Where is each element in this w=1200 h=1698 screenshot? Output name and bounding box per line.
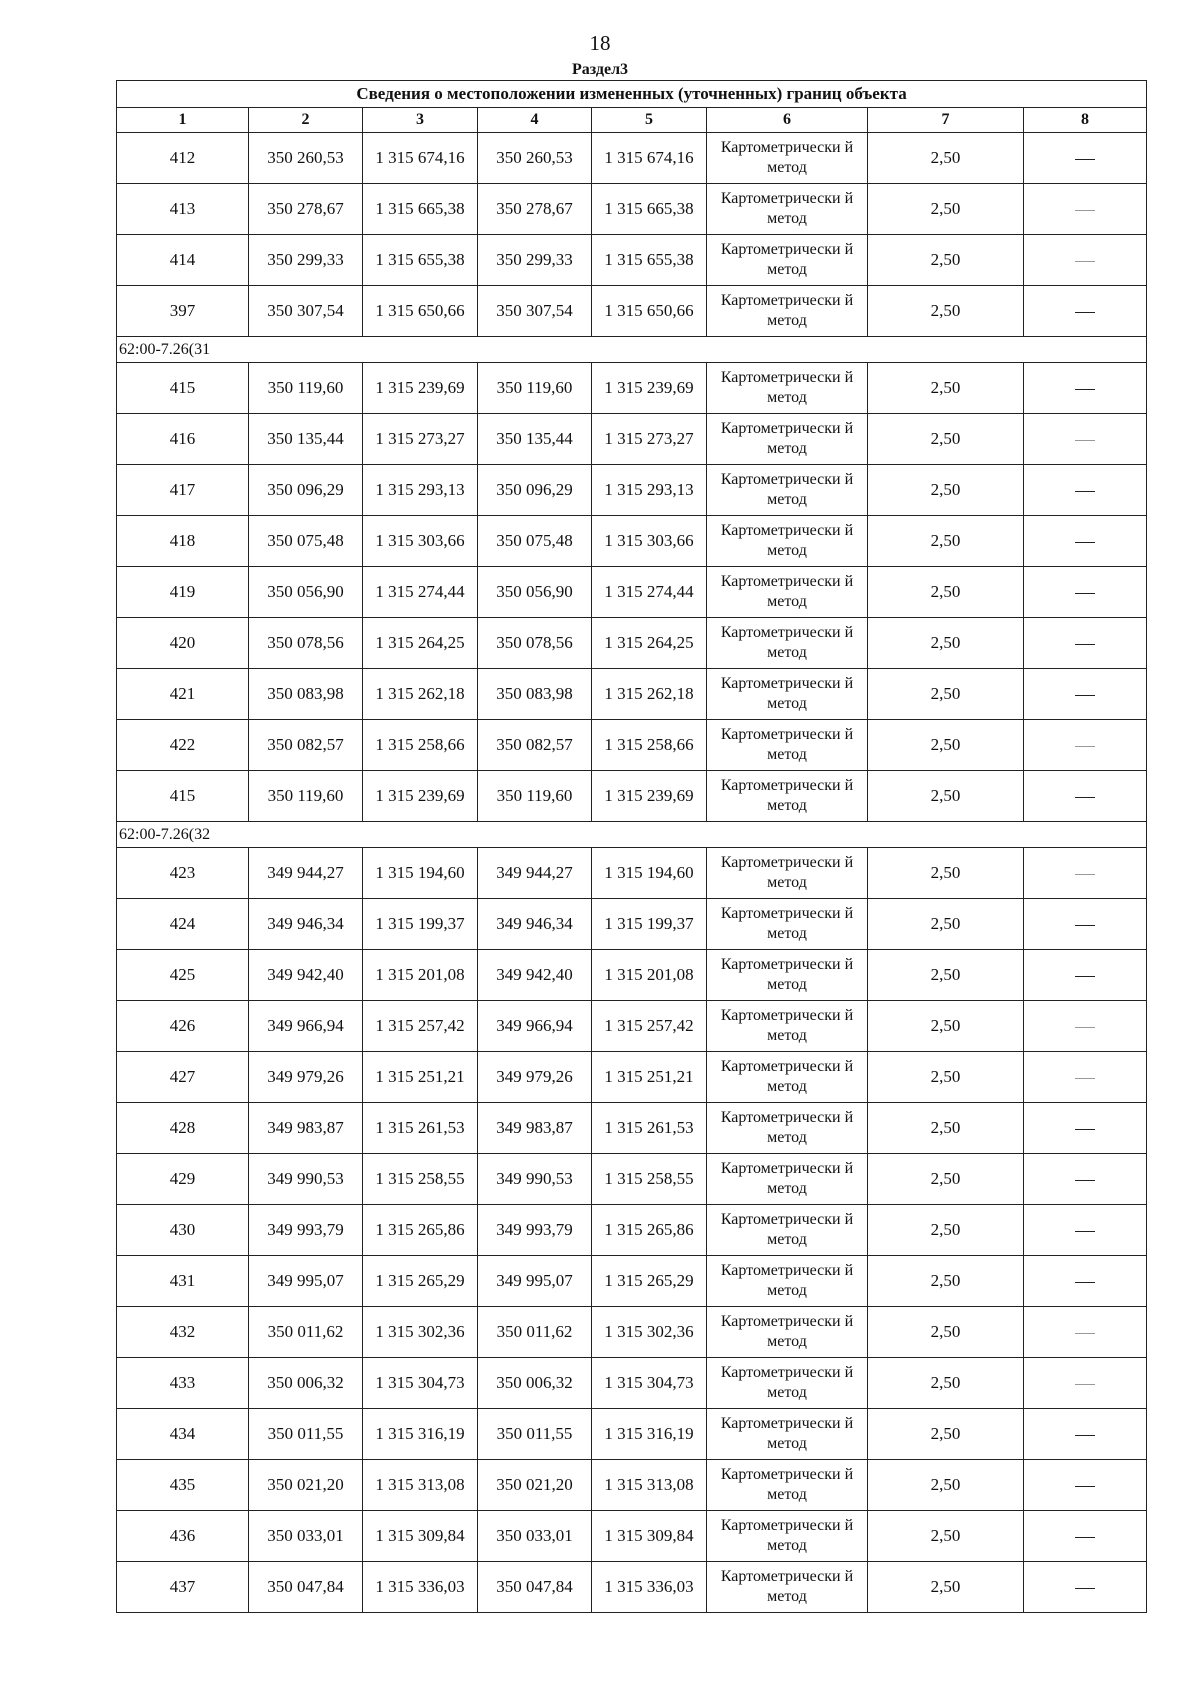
x-old-cell: 350 075,48 [249,516,363,567]
point-number-cell: 437 [117,1562,249,1613]
dash-mark [1075,695,1095,696]
description-cell [1024,618,1147,669]
table-row [117,618,1147,669]
x-new-cell: 349 995,07 [478,1256,592,1307]
y-old-cell: 1 315 201,08 [363,950,478,1001]
method-cell: Картометрически й метод [707,669,868,720]
point-number-cell: 415 [117,363,249,414]
x-new-cell: 350 078,56 [478,618,592,669]
x-new-cell: 349 979,26 [478,1052,592,1103]
table-row [117,1460,1147,1511]
dash-mark [1075,1486,1095,1487]
point-number-cell: 419 [117,567,249,618]
y-new-cell: 1 315 316,19 [592,1409,707,1460]
description-cell [1024,516,1147,567]
point-number-cell: 427 [117,1052,249,1103]
method-cell: Картометрически й метод [707,1205,868,1256]
y-old-cell: 1 315 261,53 [363,1103,478,1154]
point-number-cell: 423 [117,848,249,899]
x-old-cell: 350 047,84 [249,1562,363,1613]
description-cell [1024,950,1147,1001]
dash-mark [1075,644,1095,645]
accuracy-cell: 2,50 [868,286,1024,337]
method-cell: Картометрически й метод [707,771,868,822]
x-new-cell: 349 942,40 [478,950,592,1001]
description-cell [1024,771,1147,822]
method-cell: Картометрически й метод [707,1460,868,1511]
table-row [117,720,1147,771]
y-old-cell: 1 315 336,03 [363,1562,478,1613]
y-old-cell: 1 315 239,69 [363,771,478,822]
dash-mark [1075,976,1095,977]
x-old-cell: 350 021,20 [249,1460,363,1511]
accuracy-cell: 2,50 [868,1511,1024,1562]
parcel-group-label: 62:00-7.26(31 [117,337,1147,363]
y-old-cell: 1 315 199,37 [363,899,478,950]
boundary-coordinates-table [116,80,1147,1613]
x-old-cell: 350 011,55 [249,1409,363,1460]
point-number-cell: 433 [117,1358,249,1409]
point-number-cell: 431 [117,1256,249,1307]
table-row [117,133,1147,184]
y-new-cell: 1 315 274,44 [592,567,707,618]
x-old-cell: 349 946,34 [249,899,363,950]
dash-mark [1075,312,1095,313]
y-old-cell: 1 315 309,84 [363,1511,478,1562]
accuracy-cell: 2,50 [868,235,1024,286]
y-old-cell: 1 315 251,21 [363,1052,478,1103]
table-row [117,669,1147,720]
x-new-cell: 349 966,94 [478,1001,592,1052]
method-cell: Картометрически й метод [707,133,868,184]
dash-mark [1075,874,1095,875]
dash-mark [1075,1435,1095,1436]
y-new-cell: 1 315 674,16 [592,133,707,184]
table-row [117,235,1147,286]
table-row [117,184,1147,235]
y-old-cell: 1 315 293,13 [363,465,478,516]
table-row [117,1256,1147,1307]
y-old-cell: 1 315 303,66 [363,516,478,567]
x-new-cell: 349 990,53 [478,1154,592,1205]
accuracy-cell: 2,50 [868,899,1024,950]
accuracy-cell: 2,50 [868,1460,1024,1511]
point-number-cell: 426 [117,1001,249,1052]
method-cell: Картометрически й метод [707,1307,868,1358]
method-cell: Картометрически й метод [707,1103,868,1154]
dash-mark [1075,1180,1095,1181]
table-row [117,1154,1147,1205]
accuracy-cell: 2,50 [868,720,1024,771]
y-new-cell: 1 315 194,60 [592,848,707,899]
x-new-cell: 350 083,98 [478,669,592,720]
dash-mark [1075,440,1095,441]
accuracy-cell: 2,50 [868,1358,1024,1409]
x-old-cell: 350 082,57 [249,720,363,771]
dash-mark [1075,389,1095,390]
section-title: Раздел3 [571,61,629,78]
y-new-cell: 1 315 257,42 [592,1001,707,1052]
method-cell: Картометрически й метод [707,848,868,899]
method-cell: Картометрически й метод [707,286,868,337]
y-new-cell: 1 315 251,21 [592,1052,707,1103]
method-cell: Картометрически й метод [707,414,868,465]
x-old-cell: 350 278,67 [249,184,363,235]
dash-mark [1075,797,1095,798]
description-cell [1024,1154,1147,1205]
y-old-cell: 1 315 258,55 [363,1154,478,1205]
method-cell: Картометрически й метод [707,1562,868,1613]
y-old-cell: 1 315 655,38 [363,235,478,286]
y-new-cell: 1 315 309,84 [592,1511,707,1562]
description-cell [1024,1511,1147,1562]
point-number-cell: 424 [117,899,249,950]
description-cell [1024,1307,1147,1358]
description-cell [1024,363,1147,414]
method-cell: Картометрически й метод [707,465,868,516]
y-old-cell: 1 315 304,73 [363,1358,478,1409]
y-old-cell: 1 315 194,60 [363,848,478,899]
y-new-cell: 1 315 665,38 [592,184,707,235]
method-cell: Картометрически й метод [707,950,868,1001]
description-cell [1024,1409,1147,1460]
table-row [117,1409,1147,1460]
dash-mark [1075,1384,1095,1385]
x-new-cell: 350 307,54 [478,286,592,337]
x-old-cell: 350 056,90 [249,567,363,618]
x-new-cell: 350 075,48 [478,516,592,567]
x-new-cell: 350 096,29 [478,465,592,516]
table-row [117,1307,1147,1358]
y-new-cell: 1 315 650,66 [592,286,707,337]
y-old-cell: 1 315 316,19 [363,1409,478,1460]
x-old-cell: 349 993,79 [249,1205,363,1256]
dash-mark [1075,1231,1095,1232]
description-cell [1024,848,1147,899]
x-old-cell: 350 119,60 [249,771,363,822]
accuracy-cell: 2,50 [868,1154,1024,1205]
x-old-cell: 350 135,44 [249,414,363,465]
x-new-cell: 350 047,84 [478,1562,592,1613]
y-new-cell: 1 315 655,38 [592,235,707,286]
dash-mark [1075,159,1095,160]
y-new-cell: 1 315 265,86 [592,1205,707,1256]
table-row [117,950,1147,1001]
y-new-cell: 1 315 239,69 [592,771,707,822]
method-cell: Картометрически й метод [707,1154,868,1205]
table-row [117,567,1147,618]
column-header: 5 [592,108,707,133]
x-new-cell: 350 278,67 [478,184,592,235]
x-old-cell: 350 078,56 [249,618,363,669]
description-cell [1024,567,1147,618]
column-header: 7 [868,108,1024,133]
y-old-cell: 1 315 302,36 [363,1307,478,1358]
y-old-cell: 1 315 273,27 [363,414,478,465]
parcel-group-label: 62:00-7.26(32 [117,822,1147,848]
accuracy-cell: 2,50 [868,1103,1024,1154]
table-row [117,1052,1147,1103]
dash-mark [1075,1588,1095,1589]
description-cell [1024,1358,1147,1409]
x-new-cell: 350 056,90 [478,567,592,618]
table-row [117,1103,1147,1154]
accuracy-cell: 2,50 [868,516,1024,567]
y-new-cell: 1 315 303,66 [592,516,707,567]
x-new-cell: 349 983,87 [478,1103,592,1154]
accuracy-cell: 2,50 [868,669,1024,720]
dash-mark [1075,1078,1095,1079]
dash-mark [1075,261,1095,262]
method-cell: Картометрически й метод [707,899,868,950]
y-new-cell: 1 315 293,13 [592,465,707,516]
x-new-cell: 350 021,20 [478,1460,592,1511]
y-new-cell: 1 315 262,18 [592,669,707,720]
point-number-cell: 434 [117,1409,249,1460]
description-cell [1024,133,1147,184]
y-old-cell: 1 315 650,66 [363,286,478,337]
method-cell: Картометрически й метод [707,720,868,771]
y-new-cell: 1 315 258,66 [592,720,707,771]
point-number-cell: 417 [117,465,249,516]
y-new-cell: 1 315 313,08 [592,1460,707,1511]
description-cell [1024,465,1147,516]
dash-mark [1075,1282,1095,1283]
table-row [117,1205,1147,1256]
dash-mark [1075,491,1095,492]
column-header: 4 [478,108,592,133]
method-cell: Картометрически й метод [707,235,868,286]
y-new-cell: 1 315 336,03 [592,1562,707,1613]
description-cell [1024,1562,1147,1613]
method-cell: Картометрически й метод [707,1409,868,1460]
dash-mark [1075,210,1095,211]
table-body [117,133,1147,1613]
table-row [117,1358,1147,1409]
x-new-cell: 349 946,34 [478,899,592,950]
x-new-cell: 350 299,33 [478,235,592,286]
accuracy-cell: 2,50 [868,184,1024,235]
x-new-cell: 350 260,53 [478,133,592,184]
column-header: 8 [1024,108,1147,133]
x-old-cell: 349 944,27 [249,848,363,899]
accuracy-cell: 2,50 [868,618,1024,669]
table-row [117,899,1147,950]
x-new-cell: 350 135,44 [478,414,592,465]
x-old-cell: 349 979,26 [249,1052,363,1103]
y-old-cell: 1 315 257,42 [363,1001,478,1052]
dash-mark [1075,593,1095,594]
dash-mark [1075,1027,1095,1028]
x-new-cell: 349 944,27 [478,848,592,899]
description-cell [1024,286,1147,337]
method-cell: Картометрически й метод [707,618,868,669]
table-row [117,516,1147,567]
description-cell [1024,720,1147,771]
description-cell [1024,1256,1147,1307]
accuracy-cell: 2,50 [868,771,1024,822]
group-row [117,822,1147,848]
accuracy-cell: 2,50 [868,567,1024,618]
table-row [117,414,1147,465]
y-old-cell: 1 315 262,18 [363,669,478,720]
point-number-cell: 430 [117,1205,249,1256]
table-row [117,363,1147,414]
x-new-cell: 350 006,32 [478,1358,592,1409]
dash-mark [1075,746,1095,747]
y-old-cell: 1 315 674,16 [363,133,478,184]
x-new-cell: 350 011,62 [478,1307,592,1358]
x-old-cell: 350 011,62 [249,1307,363,1358]
accuracy-cell: 2,50 [868,848,1024,899]
y-new-cell: 1 315 261,53 [592,1103,707,1154]
method-cell: Картометрически й метод [707,184,868,235]
description-cell [1024,1001,1147,1052]
dash-mark [1075,925,1095,926]
description-cell [1024,184,1147,235]
x-new-cell: 349 993,79 [478,1205,592,1256]
table-row [117,286,1147,337]
y-new-cell: 1 315 302,36 [592,1307,707,1358]
method-cell: Картометрически й метод [707,1511,868,1562]
point-number-cell: 421 [117,669,249,720]
method-cell: Картометрически й метод [707,363,868,414]
accuracy-cell: 2,50 [868,1409,1024,1460]
table-row [117,848,1147,899]
dash-mark [1075,1333,1095,1334]
column-header: 3 [363,108,478,133]
column-header-row [117,108,1147,133]
point-number-cell: 435 [117,1460,249,1511]
x-new-cell: 350 033,01 [478,1511,592,1562]
accuracy-cell: 2,50 [868,133,1024,184]
dash-mark [1075,1537,1095,1538]
y-new-cell: 1 315 273,27 [592,414,707,465]
description-cell [1024,899,1147,950]
point-number-cell: 418 [117,516,249,567]
x-old-cell: 350 307,54 [249,286,363,337]
point-number-cell: 422 [117,720,249,771]
y-new-cell: 1 315 264,25 [592,618,707,669]
x-old-cell: 350 083,98 [249,669,363,720]
x-old-cell: 349 966,94 [249,1001,363,1052]
page-number: 18 [589,31,611,55]
y-new-cell: 1 315 201,08 [592,950,707,1001]
description-cell [1024,669,1147,720]
column-header: 6 [707,108,868,133]
table-row [117,465,1147,516]
description-cell [1024,1205,1147,1256]
point-number-cell: 428 [117,1103,249,1154]
x-old-cell: 349 942,40 [249,950,363,1001]
accuracy-cell: 2,50 [868,414,1024,465]
x-new-cell: 350 011,55 [478,1409,592,1460]
accuracy-cell: 2,50 [868,1001,1024,1052]
point-number-cell: 414 [117,235,249,286]
description-cell [1024,1460,1147,1511]
x-old-cell: 350 299,33 [249,235,363,286]
y-new-cell: 1 315 265,29 [592,1256,707,1307]
table-caption: Сведения о местоположении измененных (уточненных) границ объекта [117,81,1147,108]
accuracy-cell: 2,50 [868,1562,1024,1613]
x-new-cell: 350 119,60 [478,771,592,822]
y-old-cell: 1 315 265,86 [363,1205,478,1256]
description-cell [1024,414,1147,465]
accuracy-cell: 2,50 [868,1205,1024,1256]
point-number-cell: 413 [117,184,249,235]
point-number-cell: 420 [117,618,249,669]
y-old-cell: 1 315 258,66 [363,720,478,771]
method-cell: Картометрически й метод [707,516,868,567]
x-new-cell: 350 082,57 [478,720,592,771]
point-number-cell: 412 [117,133,249,184]
column-header: 2 [249,108,363,133]
column-header: 1 [117,108,249,133]
y-old-cell: 1 315 265,29 [363,1256,478,1307]
x-old-cell: 350 033,01 [249,1511,363,1562]
x-old-cell: 349 995,07 [249,1256,363,1307]
method-cell: Картометрически й метод [707,1256,868,1307]
y-new-cell: 1 315 258,55 [592,1154,707,1205]
accuracy-cell: 2,50 [868,950,1024,1001]
x-old-cell: 350 119,60 [249,363,363,414]
accuracy-cell: 2,50 [868,1307,1024,1358]
dash-mark [1075,542,1095,543]
point-number-cell: 416 [117,414,249,465]
accuracy-cell: 2,50 [868,363,1024,414]
y-new-cell: 1 315 304,73 [592,1358,707,1409]
y-old-cell: 1 315 274,44 [363,567,478,618]
point-number-cell: 415 [117,771,249,822]
point-number-cell: 429 [117,1154,249,1205]
y-old-cell: 1 315 665,38 [363,184,478,235]
y-old-cell: 1 315 313,08 [363,1460,478,1511]
accuracy-cell: 2,50 [868,1052,1024,1103]
method-cell: Картометрически й метод [707,1001,868,1052]
table-row [117,1511,1147,1562]
x-old-cell: 349 990,53 [249,1154,363,1205]
x-old-cell: 350 260,53 [249,133,363,184]
description-cell [1024,235,1147,286]
accuracy-cell: 2,50 [868,1256,1024,1307]
x-old-cell: 350 096,29 [249,465,363,516]
dash-mark [1075,1129,1095,1130]
point-number-cell: 397 [117,286,249,337]
table-row [117,771,1147,822]
x-new-cell: 350 119,60 [478,363,592,414]
x-old-cell: 349 983,87 [249,1103,363,1154]
y-new-cell: 1 315 199,37 [592,899,707,950]
accuracy-cell: 2,50 [868,465,1024,516]
group-row [117,337,1147,363]
point-number-cell: 436 [117,1511,249,1562]
method-cell: Картометрически й метод [707,567,868,618]
point-number-cell: 425 [117,950,249,1001]
description-cell [1024,1052,1147,1103]
table-row [117,1001,1147,1052]
method-cell: Картометрически й метод [707,1358,868,1409]
method-cell: Картометрически й метод [707,1052,868,1103]
x-old-cell: 350 006,32 [249,1358,363,1409]
point-number-cell: 432 [117,1307,249,1358]
y-new-cell: 1 315 239,69 [592,363,707,414]
table-row [117,1562,1147,1613]
y-old-cell: 1 315 264,25 [363,618,478,669]
description-cell [1024,1103,1147,1154]
y-old-cell: 1 315 239,69 [363,363,478,414]
